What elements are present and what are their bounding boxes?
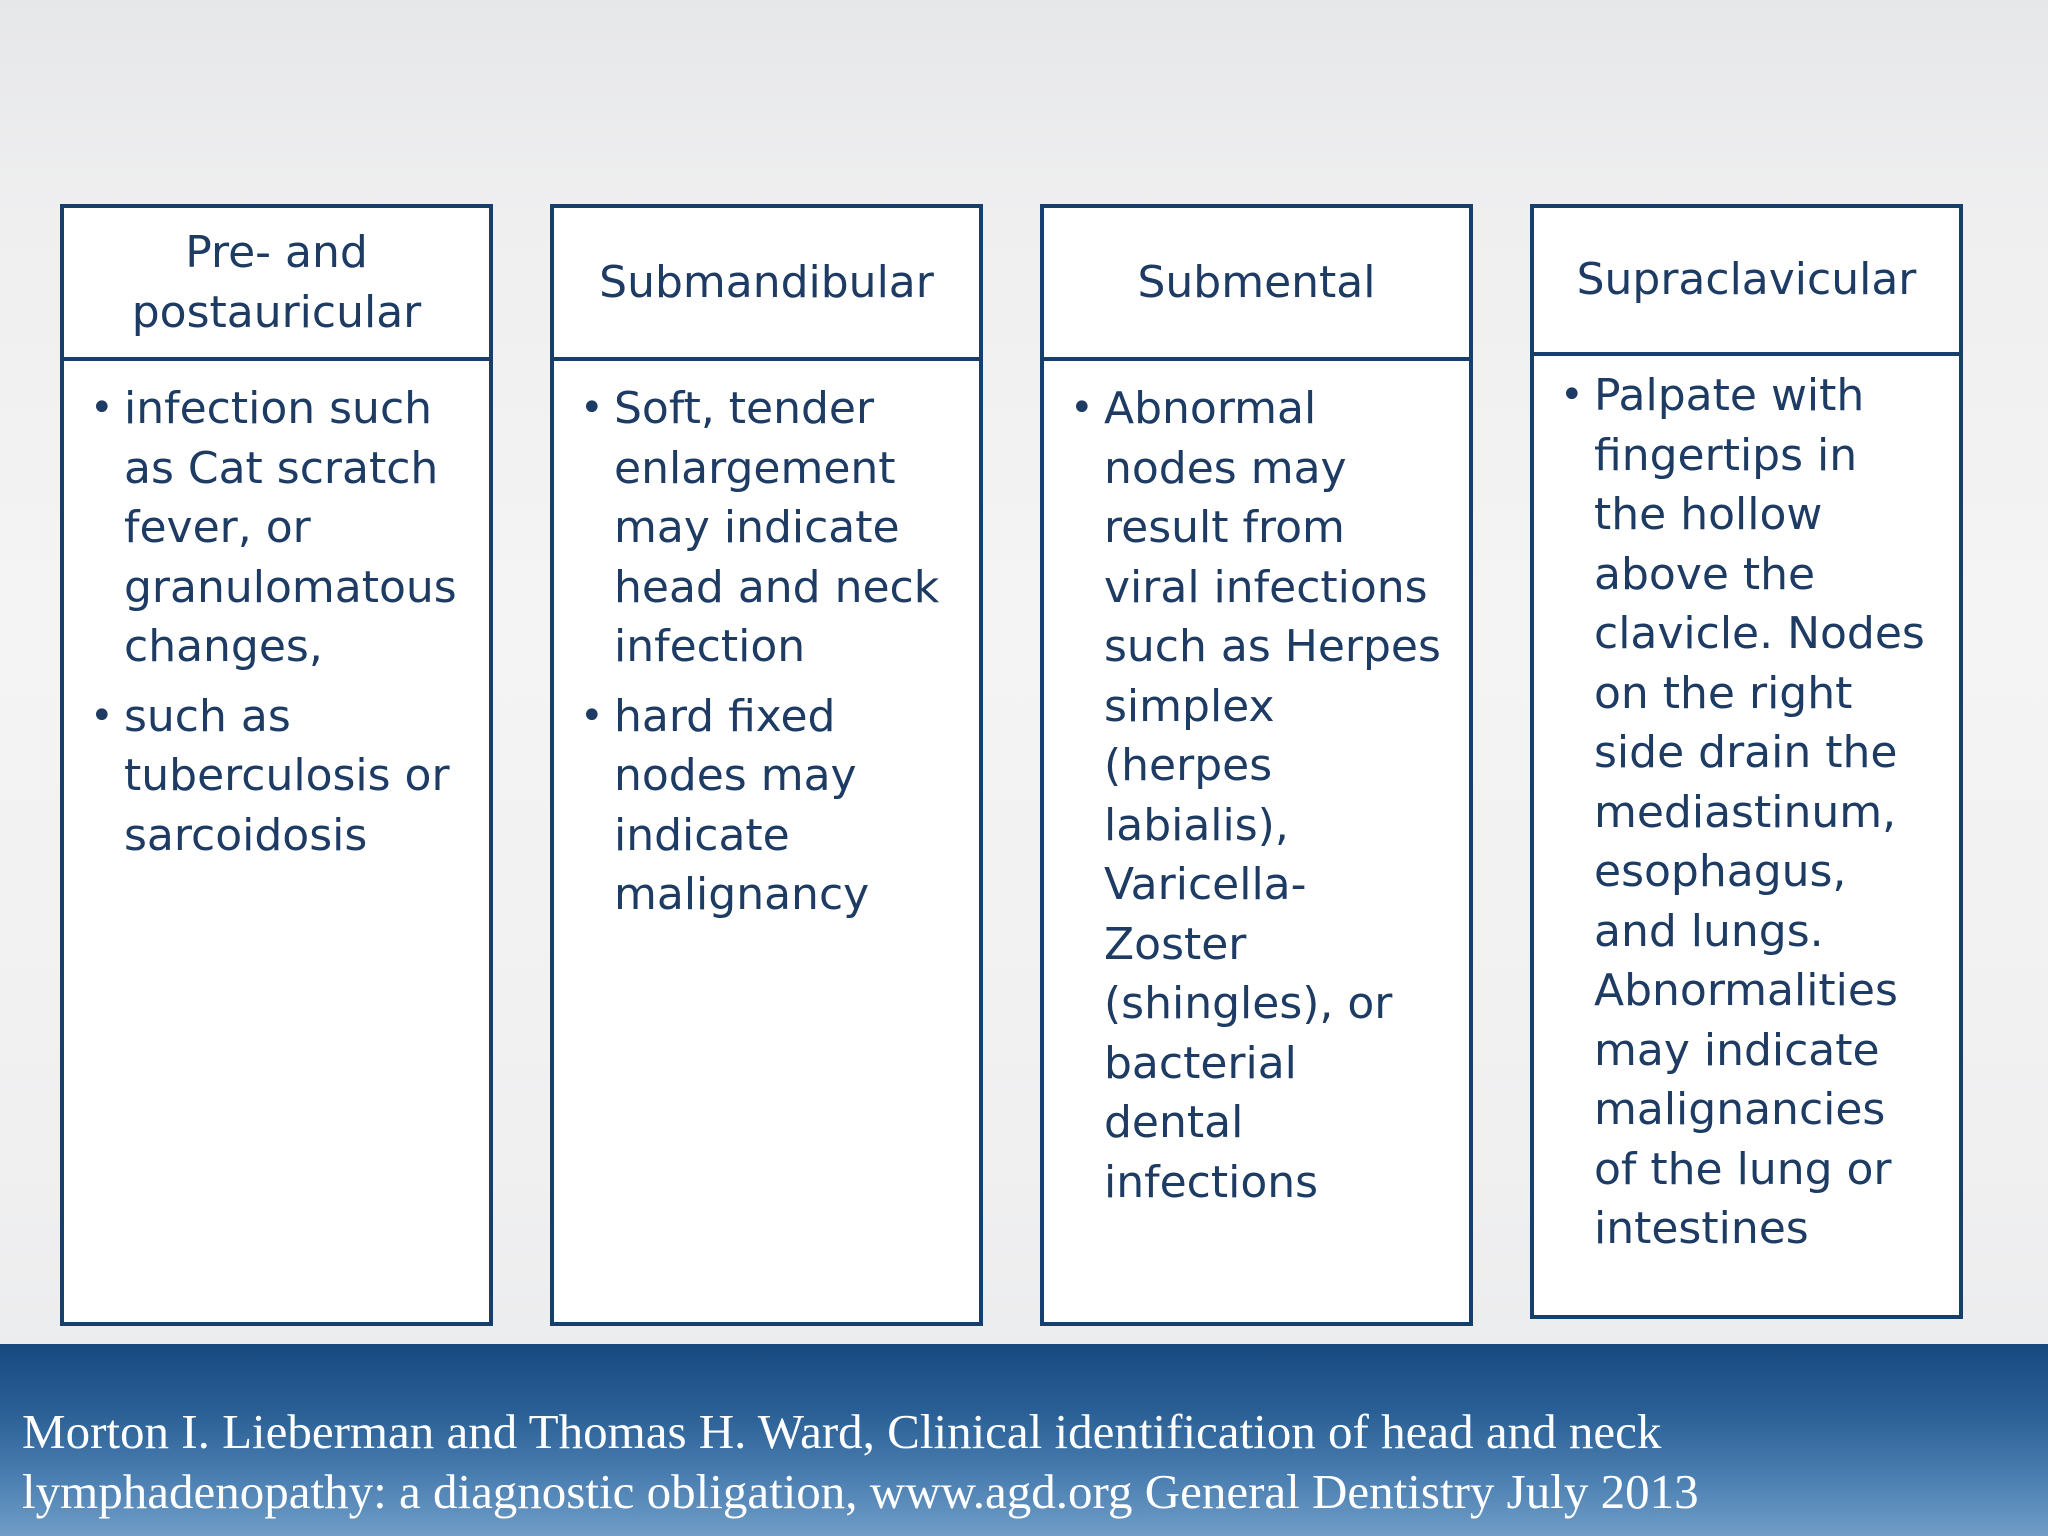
bullet-text: Soft, tender enlargement may indicate head and neck infection	[614, 383, 940, 672]
bullet-text: such as tuberculosis or sarcoidosis	[124, 690, 450, 861]
bullet-list	[90, 379, 471, 865]
column-body	[60, 357, 493, 1326]
bullet-list	[580, 379, 961, 925]
column-header: Pre- and postauricular	[60, 204, 493, 361]
column-header: Submental	[1040, 204, 1473, 361]
column-header: Submandibular	[550, 204, 983, 361]
column-body	[1530, 352, 1963, 1319]
bullet-list	[1070, 379, 1451, 1212]
bullet-item	[580, 379, 961, 677]
bullet-item	[1070, 379, 1451, 1212]
bullet-icon: •	[1560, 372, 1584, 418]
bullet-icon: •	[90, 385, 114, 431]
column-header: Supraclavicular	[1530, 204, 1963, 356]
bullet-item	[90, 687, 471, 866]
bullet-list	[1560, 366, 1941, 1259]
bullet-icon: •	[90, 692, 114, 739]
footer-citation: Morton I. Lieberman and Thomas H. Ward, Clinical identification of head and neck lymphadenopathy: a diagnostic obligation, www.agd.org General Dentistry July 2013	[22, 1404, 1699, 1519]
bullet-text: Palpate with fingertips in the hollow above the clavicle. Nodes on the right side drain the mediastinum, esophagus, and lungs. Abnormalities may indicate malignancies of the lung or intestines	[1594, 370, 1925, 1254]
bullet-icon: •	[580, 692, 604, 739]
bullet-icon: •	[1070, 385, 1094, 431]
bullet-item	[90, 379, 471, 677]
bullet-text: hard fixed nodes may indicate malignancy	[614, 690, 870, 920]
bullet-item	[580, 687, 961, 925]
bullet-icon: •	[580, 385, 604, 431]
bullet-item	[1560, 366, 1941, 1259]
column-body	[1040, 357, 1473, 1326]
bullet-text: infection such as Cat scratch fever, or granulomatous changes,	[124, 383, 457, 672]
bullet-text: Abnormal nodes may result from viral infections such as Herpes simplex (herpes labialis), Varicella- Zoster (shingles), or bacterial dental infections	[1104, 383, 1441, 1208]
column-body	[550, 357, 983, 1326]
